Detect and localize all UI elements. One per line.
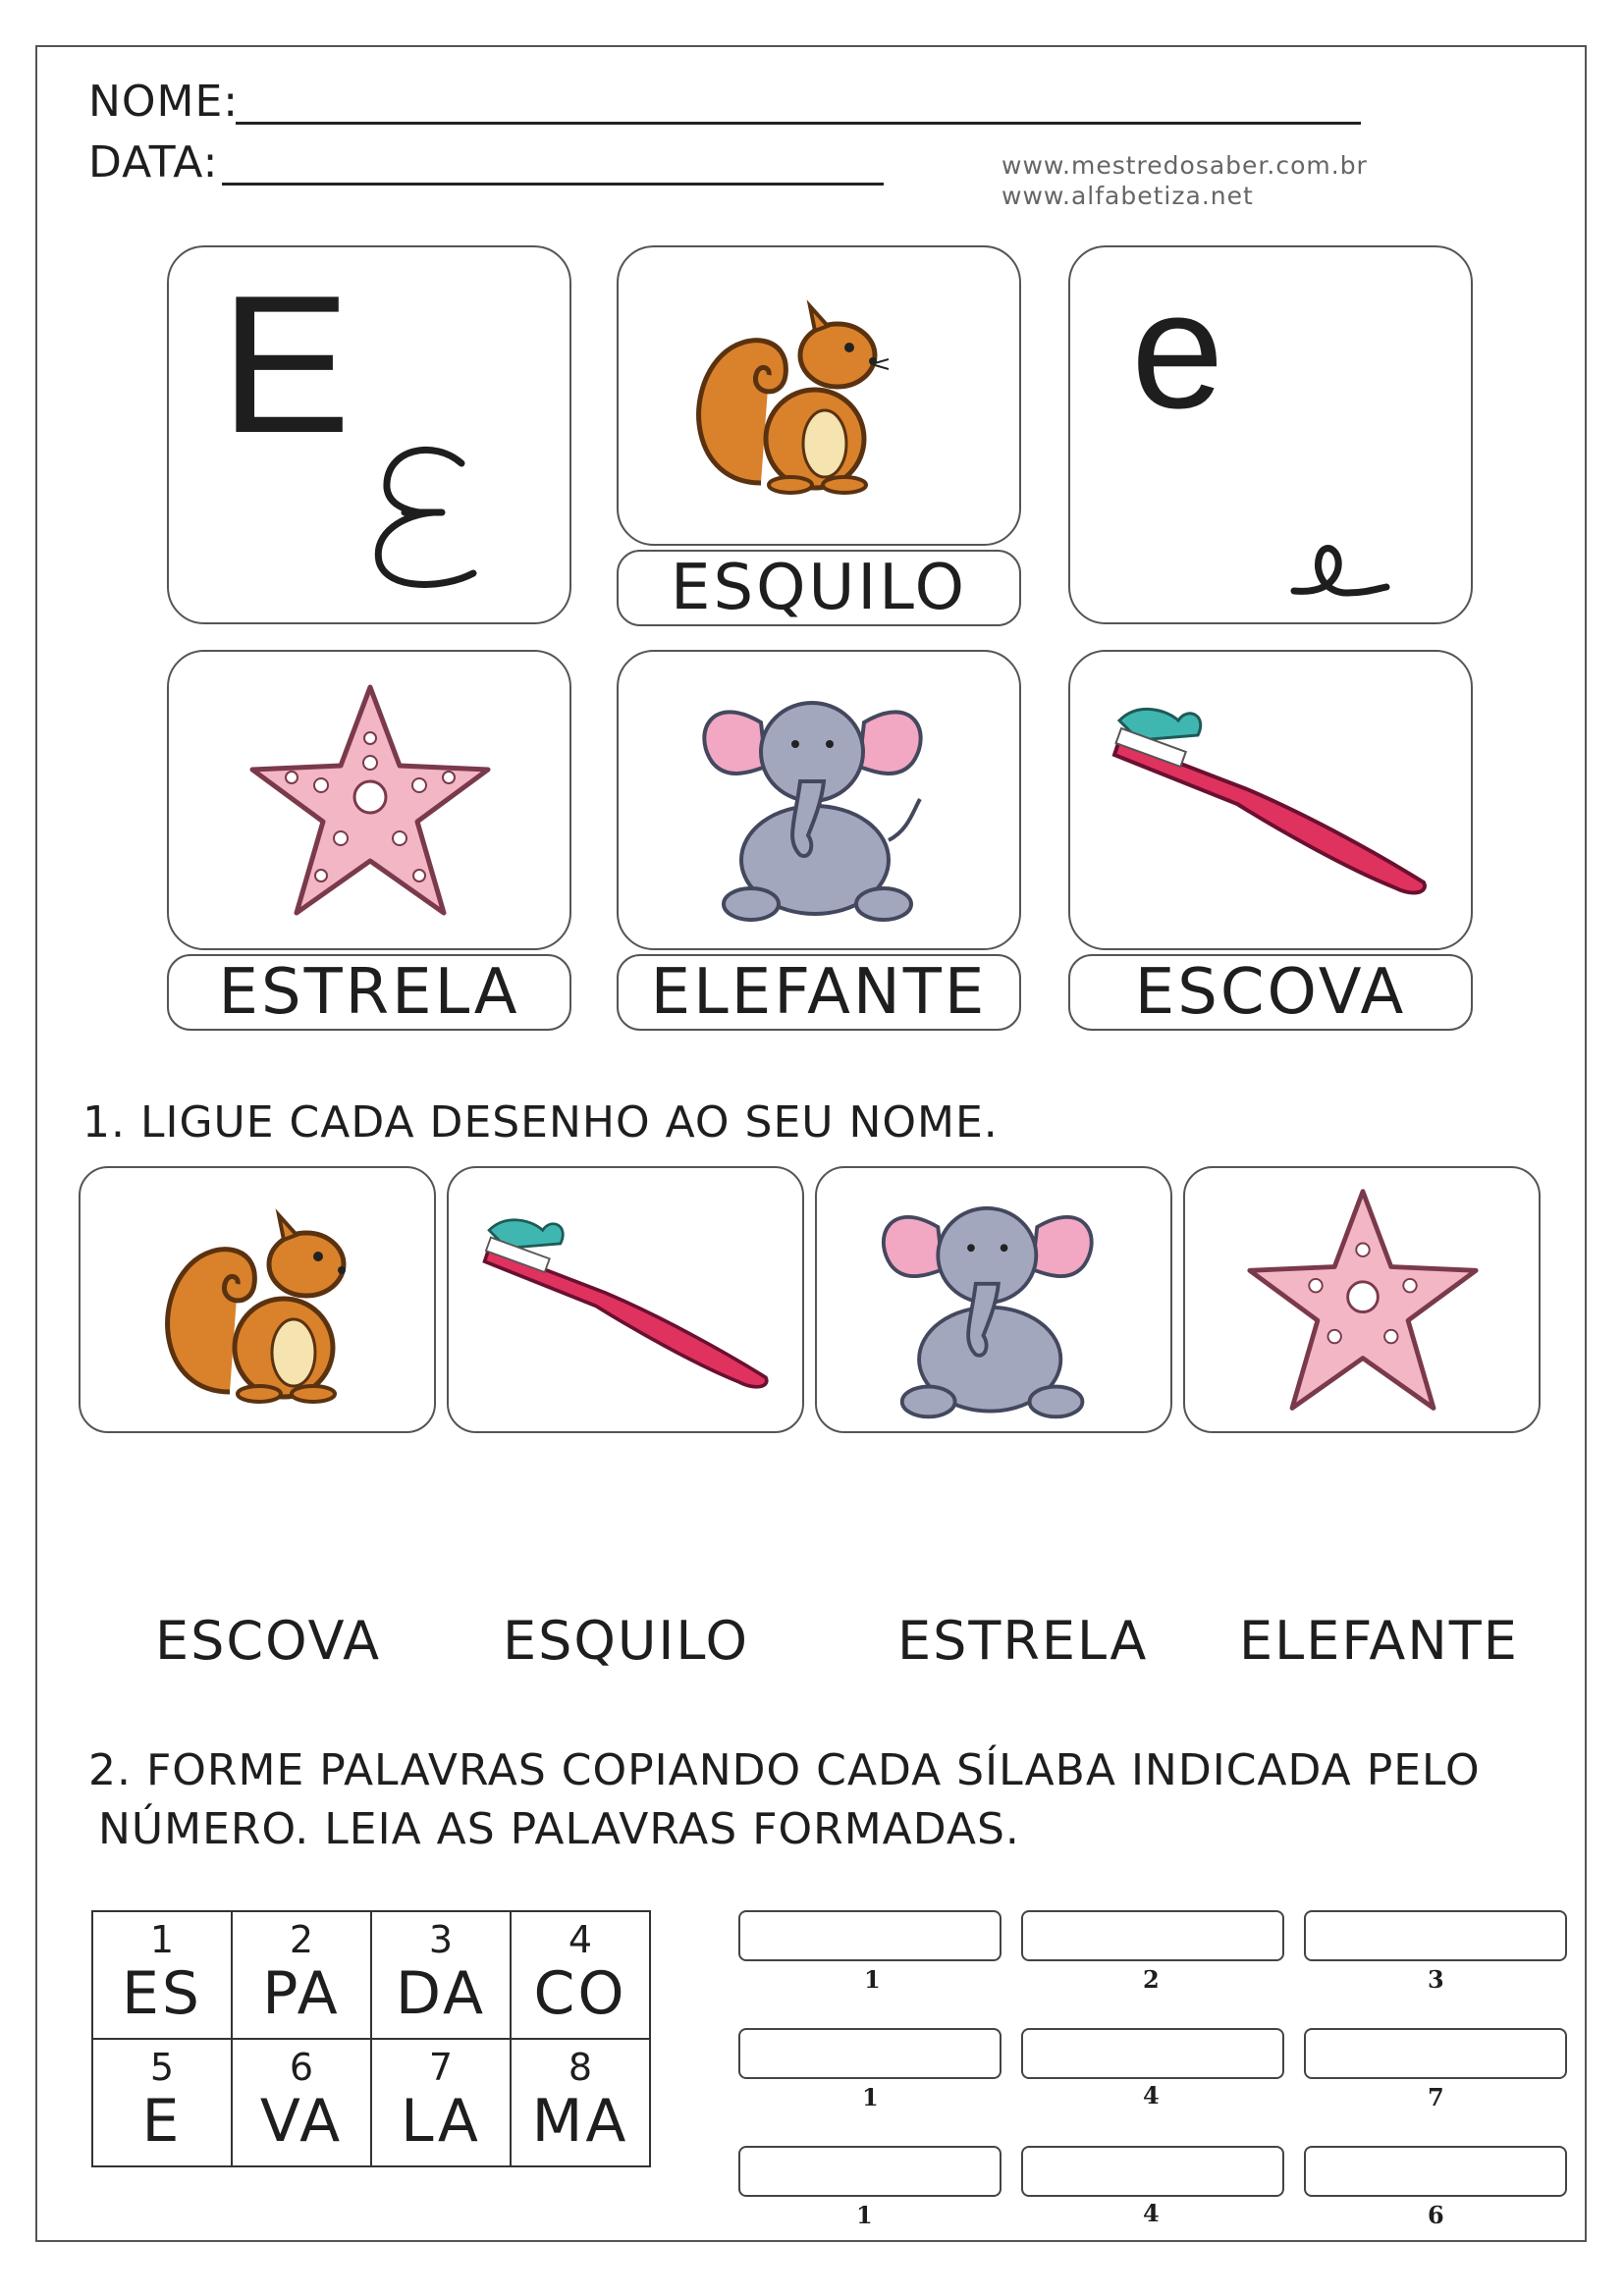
answer-box[interactable] — [1304, 2028, 1567, 2079]
match-picture-squirrel[interactable] — [79, 1166, 436, 1433]
answer-box[interactable] — [1021, 2146, 1284, 2197]
syllable-cell: 2 PA — [232, 1911, 371, 2039]
toothbrush-icon — [1100, 691, 1443, 907]
toothbrush-icon — [460, 1203, 794, 1400]
syllable-cell: 8 MA — [511, 2039, 650, 2166]
starfish-icon — [1240, 1184, 1486, 1419]
date-label: DATA: — [88, 137, 219, 187]
match-picture-toothbrush[interactable] — [447, 1166, 804, 1433]
syllable-cell: 5 E — [92, 2039, 232, 2166]
answer-number: 2 — [1143, 1965, 1160, 1994]
uppercase-print-letter: E — [220, 255, 352, 474]
match-picture-elephant[interactable] — [815, 1166, 1172, 1433]
starfish-card — [167, 650, 571, 950]
question-2-line-1: 2. FORME PALAVRAS COPIANDO CADA SÍLABA INDICADA PELO — [88, 1745, 1481, 1795]
answer-box[interactable] — [1304, 1910, 1567, 1961]
name-field[interactable] — [236, 122, 1361, 125]
site-link-1: www.mestredosaber.com.br — [1001, 151, 1368, 180]
lowercase-letter-card — [1068, 245, 1473, 624]
answer-box[interactable] — [1304, 2146, 1567, 2197]
answer-box[interactable] — [1021, 2028, 1284, 2079]
question-2-line-2: NÚMERO. LEIA AS PALAVRAS FORMADAS. — [98, 1804, 1020, 1854]
answer-box[interactable] — [738, 2028, 1001, 2079]
squirrel-icon — [692, 277, 889, 503]
elephant-card — [617, 650, 1021, 950]
answer-box[interactable] — [738, 2146, 1001, 2197]
site-link-2: www.alfabetiza.net — [1001, 182, 1254, 210]
answer-number: 4 — [1143, 2081, 1160, 2109]
answer-box[interactable] — [1021, 1910, 1284, 1961]
toothbrush-card — [1068, 650, 1473, 950]
squirrel-card — [617, 245, 1021, 546]
answer-number: 1 — [862, 2083, 879, 2111]
starfish-icon — [243, 679, 498, 925]
uppercase-letter-card — [167, 245, 571, 624]
answer-number: 6 — [1428, 2201, 1444, 2229]
match-word-escova[interactable]: ESCOVA — [155, 1610, 382, 1672]
question-1: 1. LIGUE CADA DESENHO AO SEU NOME. — [82, 1097, 999, 1148]
syllable-cell: 3 DA — [371, 1911, 511, 2039]
answer-number: 3 — [1428, 1965, 1444, 1994]
match-word-esquilo[interactable]: ESQUILO — [503, 1610, 750, 1672]
lowercase-print-letter: e — [1131, 257, 1224, 444]
match-picture-starfish[interactable] — [1183, 1166, 1541, 1433]
label-estrela: ESTRELA — [167, 954, 571, 1031]
squirrel-icon — [132, 1186, 387, 1412]
label-escova: ESCOVA — [1068, 954, 1473, 1031]
answer-number: 1 — [864, 1965, 881, 1994]
uppercase-cursive-letter — [365, 434, 503, 591]
label-esquilo: ESQUILO — [617, 550, 1021, 626]
elephant-icon — [872, 1180, 1117, 1425]
label-elefante: ELEFANTE — [617, 954, 1021, 1031]
syllable-cell: 7 LA — [371, 2039, 511, 2166]
match-word-elefante[interactable]: ELEFANTE — [1239, 1610, 1519, 1672]
lowercase-cursive-letter — [1286, 532, 1394, 611]
match-word-estrela[interactable]: ESTRELA — [897, 1610, 1149, 1672]
syllable-cell: 6 VA — [232, 2039, 371, 2166]
syllable-cell: 4 CO — [511, 1911, 650, 2039]
answer-number: 4 — [1143, 2199, 1160, 2227]
syllable-table — [91, 1910, 651, 2167]
elephant-icon — [692, 673, 947, 929]
answer-number: 1 — [856, 2201, 873, 2229]
syllable-cell: 1 ES — [92, 1911, 232, 2039]
name-label: NOME: — [88, 77, 240, 127]
date-field[interactable] — [222, 183, 884, 186]
answer-number: 7 — [1428, 2083, 1444, 2111]
answer-box[interactable] — [738, 1910, 1001, 1961]
